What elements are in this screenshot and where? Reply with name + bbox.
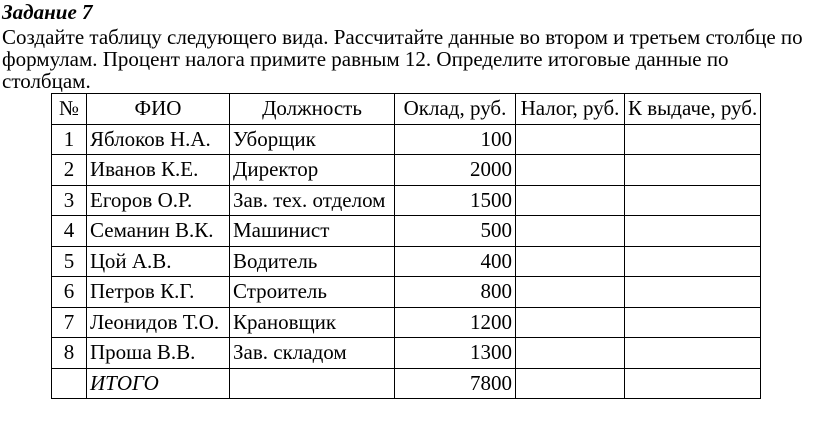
total-payout [625, 368, 761, 399]
cell-payout [625, 155, 761, 186]
cell-number: 5 [52, 246, 87, 277]
cell-payout [625, 185, 761, 216]
table-header-row [52, 94, 761, 125]
cell-tax [516, 277, 625, 308]
cell-payout [625, 277, 761, 308]
cell-position: Крановщик [230, 307, 395, 338]
cell-number: 2 [52, 155, 87, 186]
cell-position: Уборщик [230, 124, 395, 155]
task-title: Задание 7 [2, 0, 93, 24]
cell-tax [516, 155, 625, 186]
cell-salary: 500 [395, 216, 516, 247]
cell-tax [516, 307, 625, 338]
cell-position-empty [230, 368, 395, 399]
cell-position: Водитель [230, 246, 395, 277]
cell-number: 4 [52, 216, 87, 247]
cell-salary: 1300 [395, 338, 516, 369]
cell-position: Машинист [230, 216, 395, 247]
cell-tax [516, 338, 625, 369]
table-row [52, 124, 761, 155]
cell-salary: 100 [395, 124, 516, 155]
cell-salary: 400 [395, 246, 516, 277]
cell-tax [516, 185, 625, 216]
total-label: ИТОГО [87, 368, 230, 399]
cell-salary: 1500 [395, 185, 516, 216]
task-description [2, 26, 810, 92]
cell-payout [625, 246, 761, 277]
cell-fio: Яблоков Н.А. [87, 124, 230, 155]
table-row [52, 216, 761, 247]
task-description-line: столбцам. [2, 69, 91, 93]
cell-fio: Иванов К.Е. [87, 155, 230, 186]
header-number: № [52, 94, 87, 125]
table-row [52, 185, 761, 216]
table-row [52, 155, 761, 186]
cell-tax [516, 216, 625, 247]
cell-salary: 800 [395, 277, 516, 308]
table-row [52, 338, 761, 369]
total-tax [516, 368, 625, 399]
cell-position: Зав. тех. отделом [230, 185, 395, 216]
cell-fio: Леонидов Т.О. [87, 307, 230, 338]
cell-position: Зав. складом [230, 338, 395, 369]
header-tax: Налог, руб. [516, 94, 625, 125]
table-row [52, 307, 761, 338]
header-payout: К выдаче, руб. [625, 94, 761, 125]
cell-number: 7 [52, 307, 87, 338]
cell-tax [516, 246, 625, 277]
salary-table [51, 93, 761, 399]
cell-number: 8 [52, 338, 87, 369]
table-row [52, 277, 761, 308]
table-row [52, 246, 761, 277]
cell-salary: 2000 [395, 155, 516, 186]
cell-fio: Семанин В.К. [87, 216, 230, 247]
cell-payout [625, 307, 761, 338]
cell-number: 6 [52, 277, 87, 308]
cell-fio: Проша В.В. [87, 338, 230, 369]
header-salary: Оклад, руб. [395, 94, 516, 125]
cell-payout [625, 338, 761, 369]
header-fio: ФИО [87, 94, 230, 125]
total-row [52, 368, 761, 399]
cell-position: Директор [230, 155, 395, 186]
cell-position: Строитель [230, 277, 395, 308]
task-description-line: Создайте таблицу следующего вида. Рассчитайте данные во втором и третьем столбце по [2, 25, 803, 49]
total-salary: 7800 [395, 368, 516, 399]
task-description-line: формулам. Процент налога примите равным 12. Определите итоговые данные по [2, 47, 729, 71]
cell-fio: Егоров О.Р. [87, 185, 230, 216]
cell-payout [625, 216, 761, 247]
cell-number: 3 [52, 185, 87, 216]
cell-fio: Петров К.Г. [87, 277, 230, 308]
cell-number: 1 [52, 124, 87, 155]
header-position: Должность [230, 94, 395, 125]
cell-fio: Цой А.В. [87, 246, 230, 277]
cell-tax [516, 124, 625, 155]
cell-number-empty [52, 368, 87, 399]
cell-salary: 1200 [395, 307, 516, 338]
cell-payout [625, 124, 761, 155]
